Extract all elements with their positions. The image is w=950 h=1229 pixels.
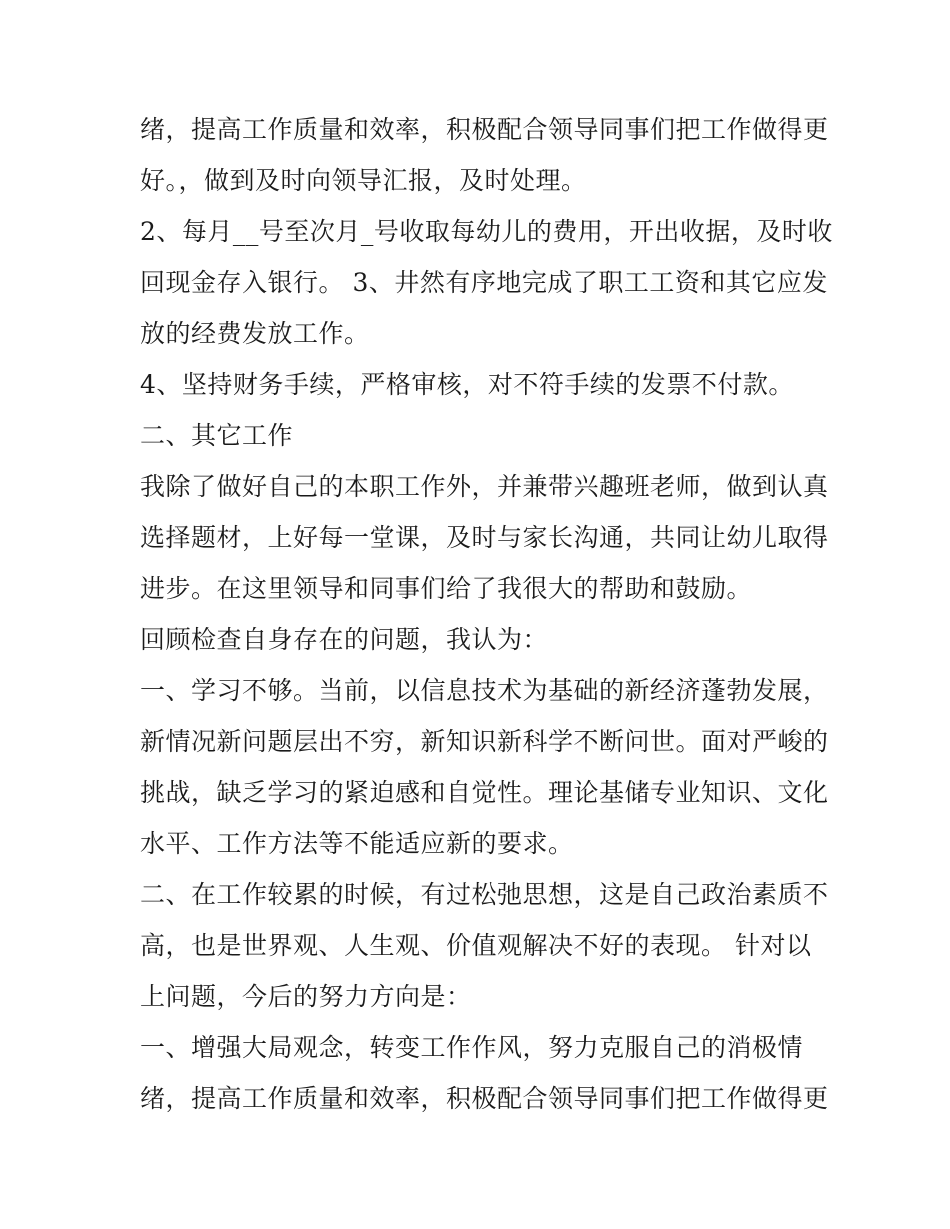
text-line: 挑战，缺乏学习的紧迫感和自觉性。理论基储专业知识、文化 xyxy=(140,778,829,807)
document-body xyxy=(140,104,833,1124)
text-line: 水平、工作方法等不能适应新的要求。 xyxy=(140,829,574,858)
text-line: 我除了做好自己的本职工作外，并兼带兴趣班老师，做到认真 xyxy=(140,472,829,501)
text-line: 回顾检查自身存在的问题，我认为： xyxy=(140,625,549,654)
text-line: 一、增强大局观念，转变工作作风，努力克服自己的消极情 xyxy=(140,1033,804,1062)
section-heading: 二、其它工作 xyxy=(140,421,294,450)
text-line: 上问题，今后的努力方向是： xyxy=(140,982,472,1011)
text-line: 放的经费发放工作。 xyxy=(140,319,370,348)
text-line: 进步。在这里领导和同事们给了我很大的帮助和鼓励。 xyxy=(140,574,753,603)
text-line: 回现金存入银行。 3、井然有序地完成了职工工资和其它应发 xyxy=(140,268,828,297)
text-line: 一、学习不够。当前，以信息技术为基础的新经济蓬勃发展， xyxy=(140,676,829,705)
text-line: 绪，提高工作质量和效率，积极配合领导同事们把工作做得更 xyxy=(140,1084,829,1113)
text-line: 2、每月__号至次月_号收取每幼儿的费用，开出收据，及时收 xyxy=(140,217,833,246)
text-line: 好。，做到及时向领导汇报，及时处理。 xyxy=(140,166,587,195)
text-line: 新情况新问题层出不穷，新知识新科学不断问世。面对严峻的 xyxy=(140,727,829,756)
text-line: 4、坚持财务手续，严格审核，对不符手续的发票不付款。 xyxy=(140,370,794,399)
text-line: 绪，提高工作质量和效率，积极配合领导同事们把工作做得更 xyxy=(140,115,829,144)
text-line: 二、在工作较累的时候，有过松弛思想，这是自己政治素质不 xyxy=(140,880,829,909)
text-line: 高，也是世界观、人生观、价值观解决不好的表现。 针对以 xyxy=(140,931,812,960)
text-line: 选择题材，上好每一堂课，及时与家长沟通，共同让幼儿取得 xyxy=(140,523,829,552)
